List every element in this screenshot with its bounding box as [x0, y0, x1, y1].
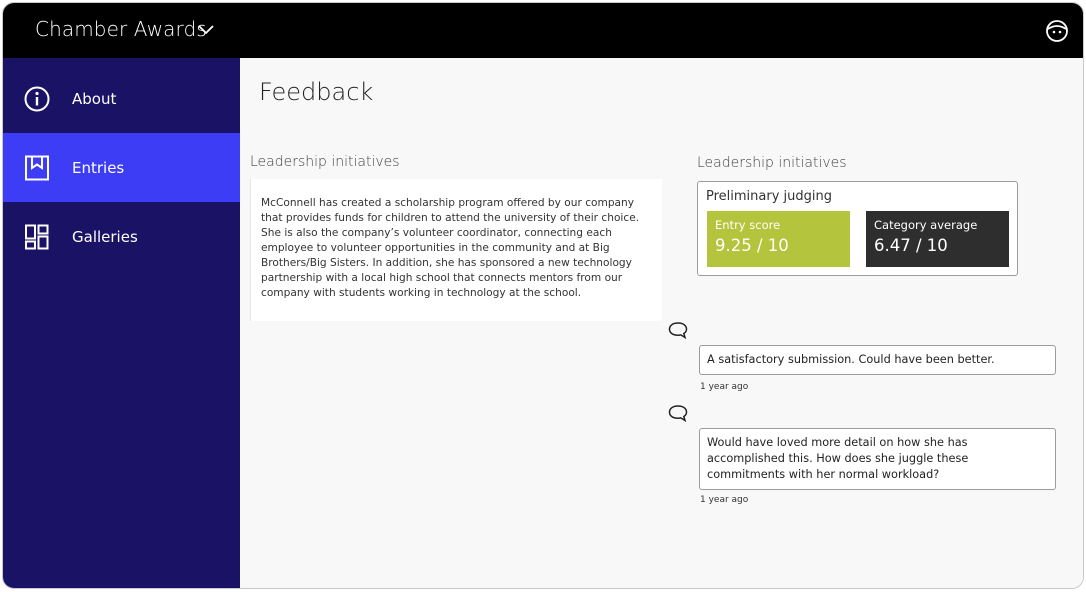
- sidebar-item-label: About: [72, 89, 117, 108]
- sidebar-item-label: Entries: [72, 158, 125, 177]
- sidebar-item-label: Galleries: [72, 227, 138, 246]
- entry-score-value: 9.25 / 10: [715, 236, 789, 255]
- category-average-tile: [866, 211, 1009, 267]
- profile-icon[interactable]: [1045, 19, 1069, 43]
- entry-score-tile: [707, 211, 850, 267]
- comment-icon: [668, 404, 688, 422]
- top-bar: [3, 3, 1083, 58]
- app-window: [2, 2, 1084, 589]
- comment-icon: [668, 321, 688, 339]
- main-content: [240, 58, 1083, 588]
- sidebar: [3, 58, 240, 589]
- entry-score-label: Entry score: [715, 218, 781, 232]
- sidebar-item-about[interactable]: [3, 64, 240, 133]
- comment-text: A satisfactory submission. Could have been better.: [699, 345, 1056, 375]
- chevron-down-icon[interactable]: [197, 21, 215, 39]
- judging-title: Leadership initiatives: [697, 155, 847, 171]
- entry-title: Leadership initiatives: [250, 154, 400, 170]
- entry-text-card: [250, 179, 662, 321]
- info-circle-icon: [24, 86, 50, 112]
- category-average-label: Category average: [874, 218, 978, 232]
- comment-timestamp: 1 year ago: [700, 382, 749, 392]
- comment-text: Would have loved more detail on how she has accomplished this. How does she juggle these commitments with her normal workload?: [699, 428, 1056, 490]
- entry-text: McConnell has created a scholarship program offered by our company that provides funds for children to attend the university of their choice. She is also the company’s volunteer coordinator, connecting each employee to volunteer opportunities in the community and at Big Brothers/Big Sisters. In addition, she has sponsored a new technology partnership with a local high school that connects mentors from our company with students working in technology at the school.: [261, 197, 640, 299]
- comment-timestamp: 1 year ago: [700, 495, 749, 505]
- app-title: Chamber Awards: [35, 17, 207, 41]
- sidebar-item-galleries[interactable]: [3, 202, 240, 271]
- page-title: Feedback: [259, 78, 374, 106]
- category-average-value: 6.47 / 10: [874, 236, 948, 255]
- bookmark-icon: [24, 155, 50, 181]
- sidebar-item-entries[interactable]: [3, 133, 240, 202]
- gallery-grid-icon: [24, 224, 50, 250]
- judging-label: Preliminary judging: [706, 189, 833, 204]
- preliminary-judging-box: [697, 181, 1018, 276]
